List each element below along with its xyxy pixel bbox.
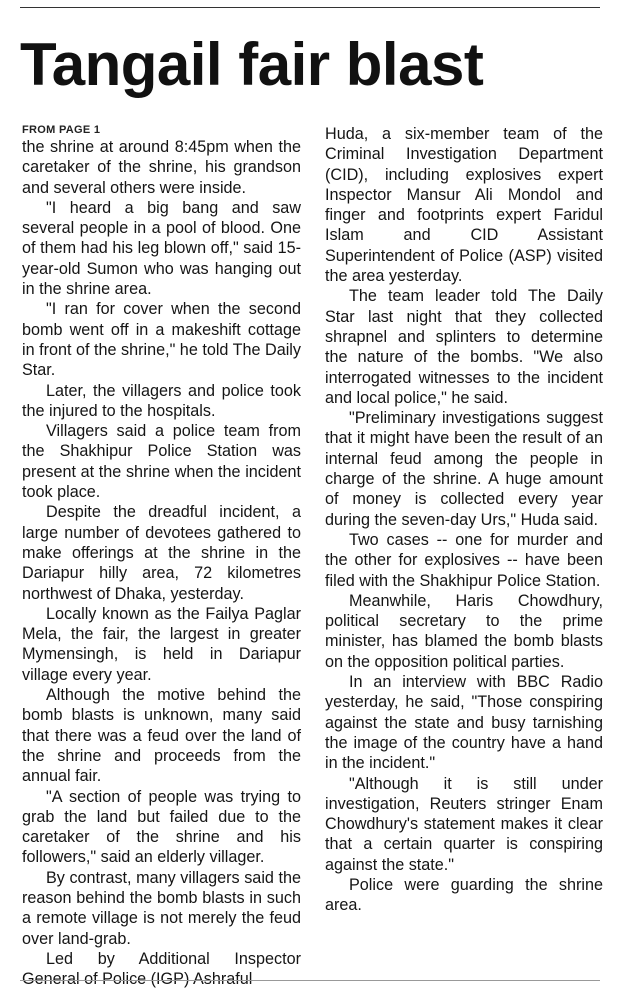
paragraph: Two cases -- one for murder and the other for explosives -- have been filed with the Shakhipur Police Station.: [325, 530, 603, 590]
paragraph: "Preliminary investigations suggest that it might have been the result of an internal feud among the people in charge of the shrine. A huge amount of money is collected every year during the seven-day Urs," Huda said.: [325, 409, 603, 529]
paragraph: "I ran for cover when the second bomb went off in a makeshift cottage in front of the shrine," he told The Daily Star.: [22, 300, 301, 380]
paragraph: Villagers said a police team from the Shakhipur Police Station was present at the shrine when the incident took place.: [22, 422, 301, 502]
paragraph: Meanwhile, Haris Chowdhury, political secretary to the prime minister, has blamed the bomb blasts on the opposition political parties.: [325, 591, 603, 671]
paragraph: Later, the villagers and police took the injured to the hospitals.: [22, 381, 301, 420]
paragraph: The team leader told The Daily Star last night that they collected shrapnel and splinters to determine the nature of the bombs. "We also interrogated witnesses to the incident and local police," he said.: [325, 287, 603, 407]
paragraph: Huda, a six-member team of the Criminal Investigation Department (CID), including explosives expert Inspector Mansur Ali Mondol and finger and footprints expert Faridul Islam and CID Assistant Superintendent of Police (ASP) visited the area yesterday.: [325, 125, 603, 286]
paragraph: Led by Additional Inspector General of Police (IGP) Ashraful: [22, 949, 301, 989]
paragraph: In an interview with BBC Radio yesterday, he said, "Those conspiring against the state and busy tarnishing the image of the country have a hand in the incident.": [325, 673, 603, 773]
paragraph: Although the motive behind the bomb blasts is unknown, many said that there was a feud over the land of the shrine and proceeds from the annual fair.: [22, 686, 301, 786]
paragraph: the shrine at around 8:45pm when the caretaker of the shrine, his grandson and several others were inside.: [22, 138, 301, 197]
left-column: [22, 124, 301, 989]
paragraph: Locally known as the Failya Paglar Mela, the fair, the largest in greater Mymensingh, is held in Dariapur village every year.: [22, 604, 301, 684]
bottom-rule: [20, 980, 600, 981]
paragraph: "A section of people was trying to grab the land but failed due to the caretaker of the shrine and his followers," said an elderly villager.: [22, 787, 301, 867]
paragraph: By contrast, many villagers said the reason behind the bomb blasts in such a remote village is not merely the feud over land-grab.: [22, 868, 301, 948]
paragraph: Despite the dreadful incident, a large number of devotees gathered to make offerings at the shrine in the Dariapur hilly area, 72 kilometres northwest of Dhaka, yesterday.: [22, 503, 301, 603]
paragraph: "Although it is still under investigation, Reuters stringer Enam Chowdhury's statement makes it clear that a certain quarter is conspiring against the state.": [325, 774, 603, 874]
paragraph: "I heard a big bang and saw several people in a pool of blood. One of them had his leg blown off," said 15-year-old Sumon who was hanging out in the shrine area.: [22, 198, 301, 299]
top-rule: [20, 7, 600, 8]
right-column: [325, 124, 603, 916]
headline: Tangail fair blast: [20, 31, 484, 98]
dateline: FROM PAGE 1: [22, 124, 101, 136]
paragraph: Police were guarding the shrine area.: [325, 875, 603, 915]
